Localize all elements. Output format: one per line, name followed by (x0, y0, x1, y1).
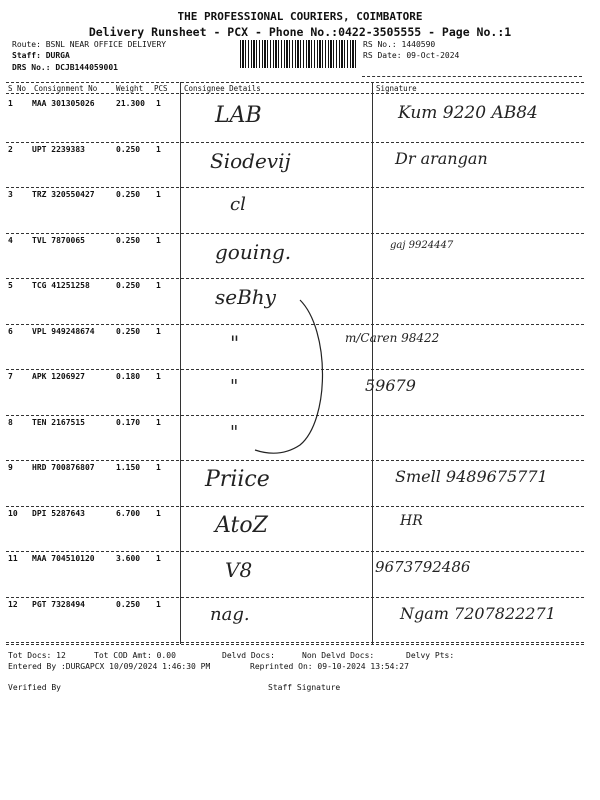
row-consignee-handwriting: nag. (210, 603, 250, 625)
row-sno: 9 (8, 463, 13, 472)
row-pcs: 1 (156, 372, 161, 381)
row-weight: 0.250 (116, 190, 141, 199)
staff-signature-label: Staff Signature (268, 683, 341, 692)
row-weight: 3.600 (116, 554, 141, 563)
row-pcs: 1 (156, 281, 161, 290)
row-sno: 1 (8, 99, 13, 108)
row-signature-handwriting: m/Caren 98422 (345, 330, 440, 345)
non-delivered-docs: Non Delvd Docs: (302, 651, 375, 660)
row-sno: 6 (8, 326, 13, 336)
staff-label: Staff: DURGA (12, 51, 70, 60)
row-consignee-handwriting: Siodevij (210, 148, 291, 173)
row-pcs: 1 (156, 417, 161, 427)
col-header-consignment: Consignment No (34, 84, 98, 93)
row-weight: 21.300 (116, 99, 145, 108)
row-pcs: 1 (156, 463, 161, 472)
row-sno: 12 (8, 599, 18, 609)
col-header-signature: Signature (376, 84, 417, 93)
col-header-sno: S No (8, 84, 27, 93)
row-pcs: 1 (156, 326, 161, 336)
row-weight: 0.180 (116, 372, 141, 381)
row-pcs: 1 (156, 508, 161, 518)
row-sno: 8 (8, 417, 13, 427)
row-consignment-no: TRZ 320550427 (32, 190, 95, 199)
row-weight: 1.150 (116, 463, 141, 472)
row-weight: 0.250 (116, 144, 141, 154)
row-consignment-no: APK 1206927 (32, 372, 85, 381)
row-signature-handwriting: Dr arangan (395, 148, 488, 168)
row-pcs: 1 (156, 554, 161, 563)
row-consignment-no: TEN 2167515 (32, 417, 85, 427)
row-consignment-no: MAA 704510120 (32, 554, 95, 563)
row-consignment-no: DPI 5287643 (32, 508, 85, 518)
row-signature-handwriting: 9673792486 (375, 558, 471, 576)
reprinted-on: Reprinted On: 09-10-2024 13:54:27 (250, 662, 409, 671)
row-consignment-no: MAA 301305026 (32, 99, 95, 108)
col-header-consignee: Consignee Details (184, 84, 261, 93)
row-sno: 11 (8, 554, 18, 563)
row-weight: 0.250 (116, 326, 141, 336)
row-consignee-handwriting: " (230, 330, 240, 355)
company-title: THE PROFESSIONAL COURIERS, COIMBATORE (177, 10, 423, 23)
row-sno: 2 (8, 144, 13, 154)
row-consignment-no: PGT 7328494 (32, 599, 85, 609)
row-consignee-handwriting: V8 (225, 558, 253, 582)
row-consignment-no: TCG 41251258 (32, 281, 90, 290)
row-sno: 4 (8, 235, 13, 245)
table-bottom-border (6, 644, 584, 645)
row-pcs: 1 (156, 235, 161, 245)
col-header-weight: Weight (116, 84, 144, 93)
row-pcs: 1 (156, 144, 161, 154)
row-sno: 10 (8, 508, 18, 518)
entered-by: Entered By :DURGAPCX 10/09/2024 1:46:30 PM (8, 662, 211, 671)
row-weight: 0.250 (116, 235, 141, 245)
delivery-points: Delvy Pts: (406, 651, 455, 660)
row-signature-handwriting: 59679 (365, 376, 416, 395)
row-signature-handwriting: Kum 9220 AB84 (398, 103, 538, 123)
row-consignee-handwriting: " (230, 376, 239, 397)
row-signature-handwriting: HR (400, 512, 423, 529)
row-consignee-handwriting: LAB (215, 103, 262, 128)
row-consignee-handwriting: cl (230, 194, 246, 215)
row-weight: 6.700 (116, 508, 141, 518)
row-pcs: 1 (156, 190, 161, 199)
row-consignee-handwriting: gouing. (215, 239, 292, 264)
rs-number: RS No.: 1440590 (363, 40, 436, 49)
total-cod-amount: Tot COD Amt: 0.00 (94, 651, 176, 660)
drs-number: DRS No.: DCJB144059001 (12, 63, 118, 72)
row-sno: 7 (8, 372, 13, 381)
route-label: Route: BSNL NEAR OFFICE DELIVERY (12, 40, 167, 49)
row-signature-handwriting: Ngam 7207822271 (400, 603, 556, 623)
row-consignee-handwriting: seBhy (215, 285, 276, 309)
row-signature-handwriting: Smell 9489675771 (395, 467, 548, 486)
row-pcs: 1 (156, 99, 161, 108)
total-docs: Tot Docs: 12 (8, 651, 66, 660)
delivered-docs: Delvd Docs: (222, 651, 275, 660)
row-consignee-handwriting: Priice (205, 467, 270, 492)
row-pcs: 1 (156, 599, 161, 609)
rs-date: RS Date: 09-Oct-2024 (363, 51, 460, 60)
row-consignee-handwriting: " (230, 421, 239, 443)
row-consignee-handwriting: AtoZ (215, 512, 268, 538)
row-weight: 0.250 (116, 281, 141, 290)
row-weight: 0.170 (116, 417, 141, 427)
row-sno: 5 (8, 281, 13, 290)
row-consignment-no: UPT 2239383 (32, 144, 85, 154)
row-sno: 3 (8, 190, 13, 199)
row-weight: 0.250 (116, 599, 141, 609)
row-consignment-no: TVL 7870065 (32, 235, 85, 245)
runsheet-subtitle: Delivery Runsheet - PCX - Phone No.:0422-3505555 - Page No.:1 (88, 25, 512, 39)
row-signature-handwriting: gaj 9924447 (390, 239, 454, 251)
verified-by-label: Verified By (8, 683, 61, 692)
row-consignment-no: HRD 700876807 (32, 463, 95, 472)
row-consignment-no: VPL 949248674 (32, 326, 95, 336)
col-header-pcs: PCS (154, 84, 168, 93)
